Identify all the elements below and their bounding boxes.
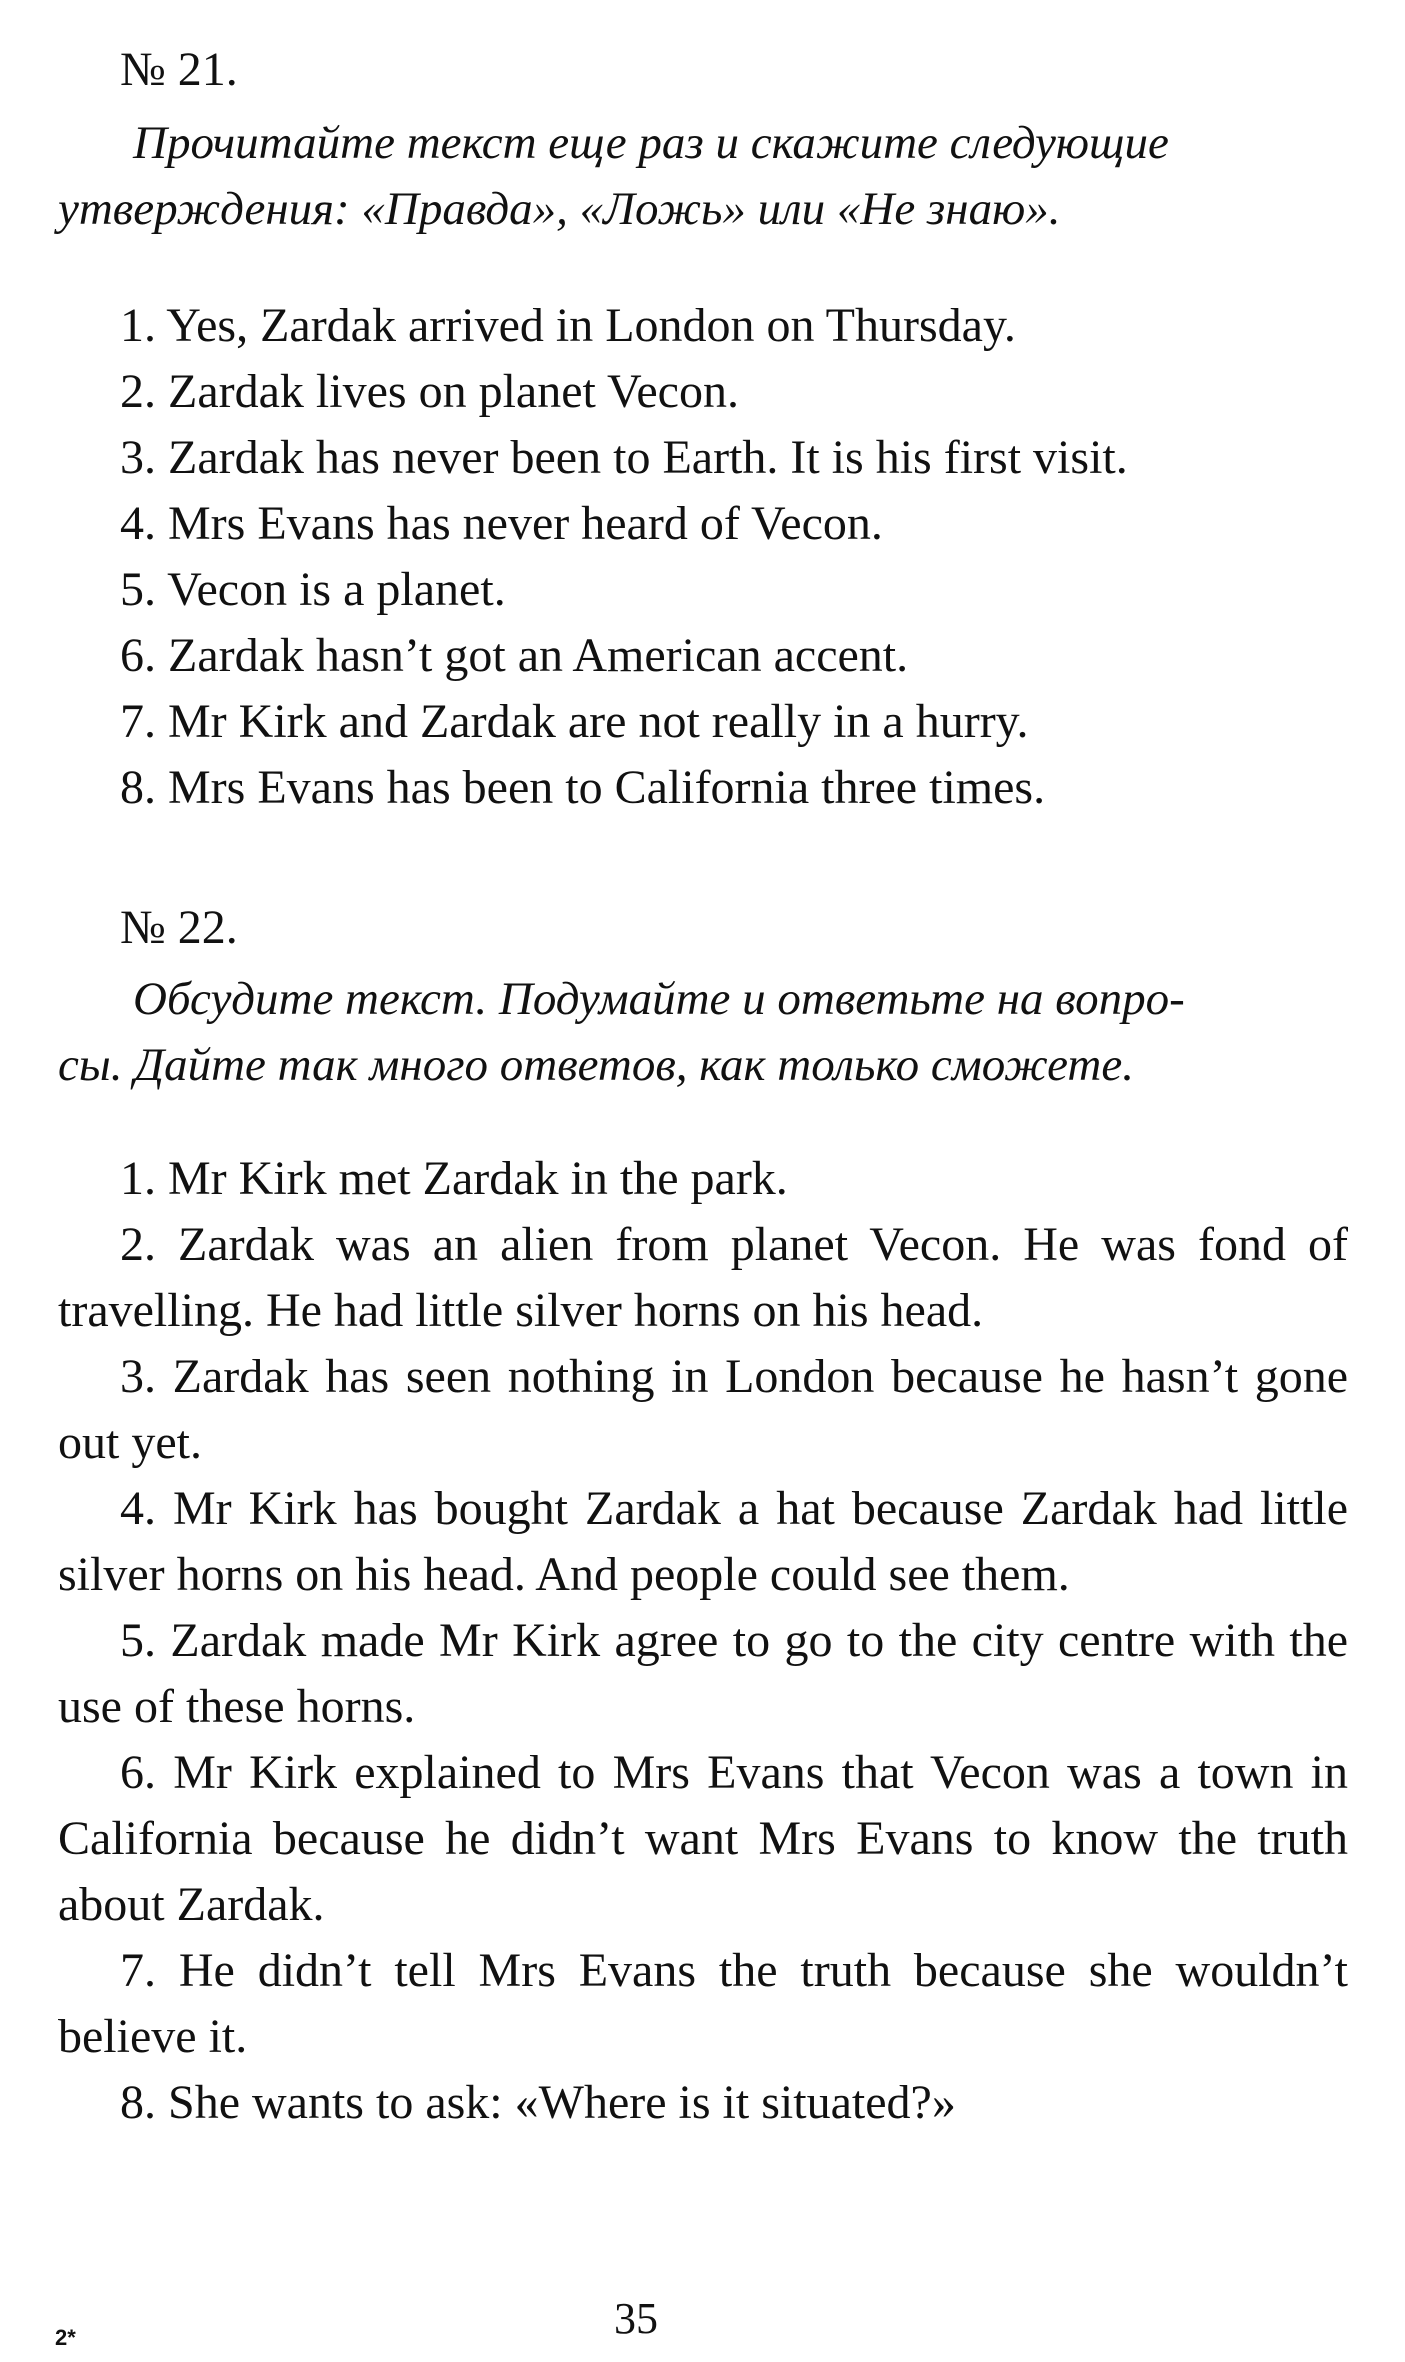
exercise-21-instruction-line-1: Прочитайте текст еще раз и скажите следующие <box>133 117 1169 169</box>
exercise-22-instruction-line-2: сы. Дайте так много ответов, как только сможете. <box>58 1039 1134 1091</box>
answer-7: 7. He didn’t tell Mrs Evans the truth because she wouldn’t believe it. <box>58 1944 1348 2063</box>
statement-3: 3. Zardak has never been to Earth. It is his first visit. <box>120 431 1128 484</box>
exercise-21-number: № 21. <box>120 43 238 96</box>
answer-6: 6. Mr Kirk explained to Mrs Evans that Vecon was a town in California because he didn’t want Mrs Evans to know the truth about Zardak. <box>58 1746 1348 1931</box>
exercise-21-instruction-line-2: утверждения: «Правда», «Ложь» или «Не знаю». <box>58 183 1061 235</box>
statement-5: 5. Vecon is a planet. <box>120 563 506 616</box>
exercise-22-answer-list <box>58 1146 1348 2136</box>
answer-4: 4. Mr Kirk has bought Zardak a hat because Zardak had little silver horns on his head. And people could see them. <box>58 1482 1348 1601</box>
statement-6: 6. Zardak hasn’t got an American accent. <box>120 629 909 682</box>
statement-2: 2. Zardak lives on planet Vecon. <box>120 365 739 418</box>
statement-4: 4. Mrs Evans has never heard of Vecon. <box>120 497 883 550</box>
exercise-22-number: № 22. <box>120 901 238 954</box>
exercise-21-instruction <box>58 110 1348 242</box>
answer-5: 5. Zardak made Mr Kirk agree to go to the city centre with the use of these horns. <box>58 1614 1348 1733</box>
exercise-22-instruction <box>58 966 1348 1098</box>
exercise-22-instruction-line-1: Обсудите текст. Подумайте и ответьте на вопро- <box>133 973 1185 1025</box>
answer-3: 3. Zardak has seen nothing in London because he hasn’t gone out yet. <box>58 1350 1348 1469</box>
answer-2: 2. Zardak was an alien from planet Vecon. He was fond of travelling. He had little silver horns on his head. <box>58 1218 1348 1337</box>
statement-8: 8. Mrs Evans has been to California three times. <box>120 761 1046 814</box>
answer-1: 1. Mr Kirk met Zardak in the park. <box>120 1152 788 1205</box>
statement-7: 7. Mr Kirk and Zardak are not really in a hurry. <box>120 695 1029 748</box>
exercise-21-statement-list <box>58 293 1348 821</box>
statement-1: 1. Yes, Zardak arrived in London on Thursday. <box>120 299 1016 352</box>
signature-mark: 2* <box>55 2325 76 2350</box>
textbook-page <box>58 0 1348 2362</box>
page-number: 35 <box>614 2294 658 2343</box>
answer-8: 8. She wants to ask: «Where is it situated?» <box>120 2076 956 2129</box>
